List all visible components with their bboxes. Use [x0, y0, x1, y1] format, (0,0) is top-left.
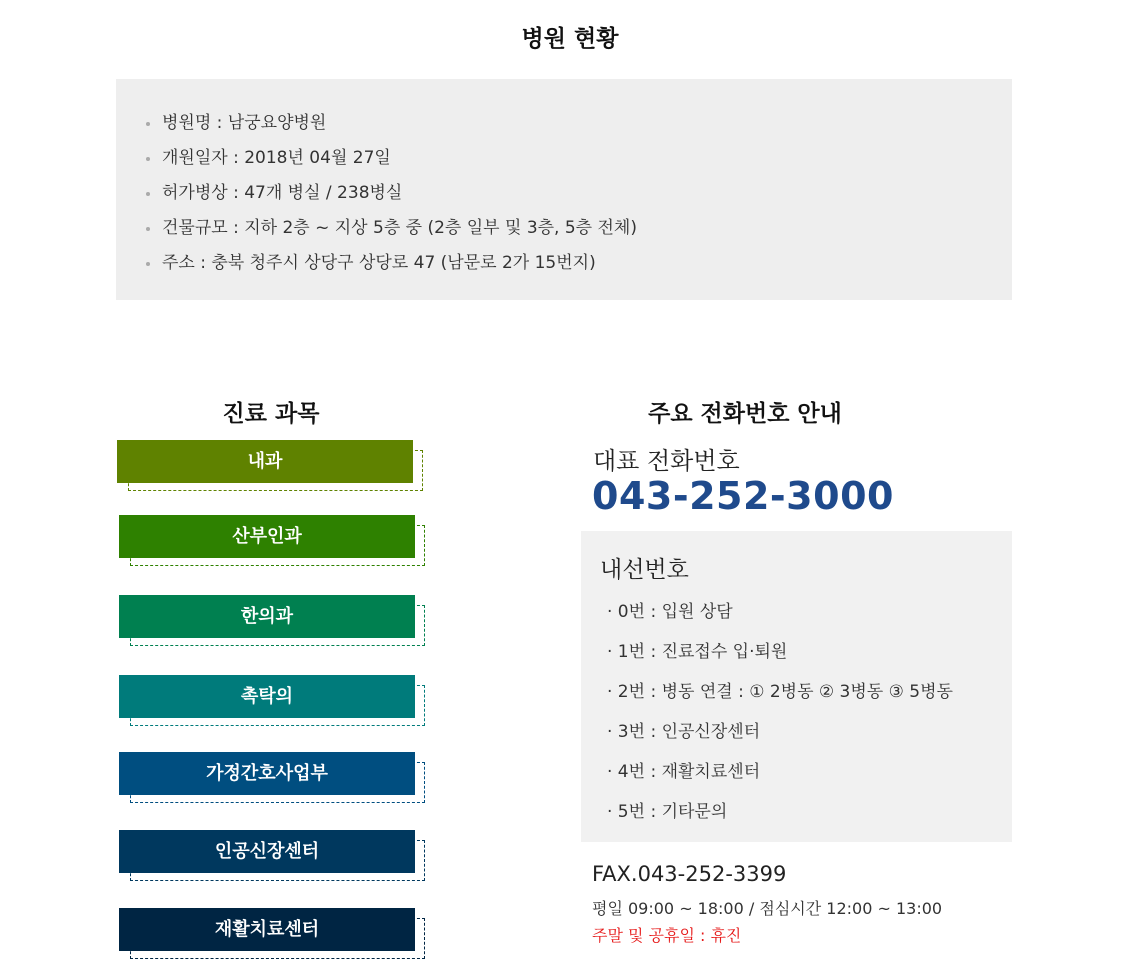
dept-obgyn	[119, 515, 415, 558]
main-phone-label: 대표 전화번호	[593, 447, 740, 475]
extension-item: · 1번 : 진료접수 입·퇴원	[607, 642, 788, 662]
building-scale: 건물규모 : 지하 2층 ~ 지상 5층 중 (2층 일부 및 3층, 5층 전체)	[146, 211, 1012, 246]
extension-item: · 5번 : 기타문의	[607, 802, 728, 822]
opening-date: 개원일자 : 2018년 04월 27일	[146, 141, 1012, 176]
dept-rehab-center-button[interactable]: 재활치료센터	[119, 908, 415, 951]
operating-hours: 평일 09:00 ~ 18:00 / 점심시간 12:00 ~ 13:00	[592, 899, 943, 918]
dept-dialysis-center	[119, 830, 415, 873]
dept-internal-medicine-button[interactable]: 내과	[117, 440, 413, 483]
departments-title: 진료 과목	[222, 401, 320, 427]
address: 주소 : 충북 청주시 상당구 상당로 47 (남문로 2가 15번지)	[146, 246, 1012, 281]
dept-oriental-medicine	[119, 595, 415, 638]
dept-obgyn-button[interactable]: 산부인과	[119, 515, 415, 558]
fax-number: FAX.043-252-3399	[592, 862, 787, 886]
dept-home-nursing-button[interactable]: 가정간호사업부	[119, 752, 415, 795]
dept-commissioned-doctor	[119, 675, 415, 718]
dept-commissioned-doctor-button[interactable]: 촉탁의	[119, 675, 415, 718]
dept-home-nursing	[119, 752, 415, 795]
extension-item: · 2번 : 병동 연결 : ① 2병동 ② 3병동 ③ 5병동	[607, 682, 953, 702]
main-phone-number[interactable]: 043-252-3000	[592, 474, 894, 518]
hospital-info-list	[116, 79, 1012, 281]
phone-guide-title: 주요 전화번호 안내	[648, 401, 842, 427]
dept-dialysis-center-button[interactable]: 인공신장센터	[119, 830, 415, 873]
extension-item: · 4번 : 재활치료센터	[607, 762, 761, 782]
extension-item: · 0번 : 입원 상담	[607, 602, 733, 622]
licensed-beds: 허가병상 : 47개 병실 / 238병실	[146, 176, 1012, 211]
extension-item: · 3번 : 인공신장센터	[607, 722, 761, 742]
dept-internal-medicine	[117, 440, 413, 483]
dept-oriental-medicine-button[interactable]: 한의과	[119, 595, 415, 638]
hospital-name: 병원명 : 남궁요양병원	[146, 106, 1012, 141]
dept-rehab-center	[119, 908, 415, 951]
extension-list	[607, 592, 953, 832]
extension-box	[581, 531, 1012, 842]
extension-title: 내선번호	[600, 557, 689, 583]
holiday-notice: 주말 및 공휴일 : 휴진	[592, 926, 742, 945]
hospital-status-title: 병원 현황	[521, 26, 619, 52]
hospital-info-box	[116, 79, 1012, 300]
